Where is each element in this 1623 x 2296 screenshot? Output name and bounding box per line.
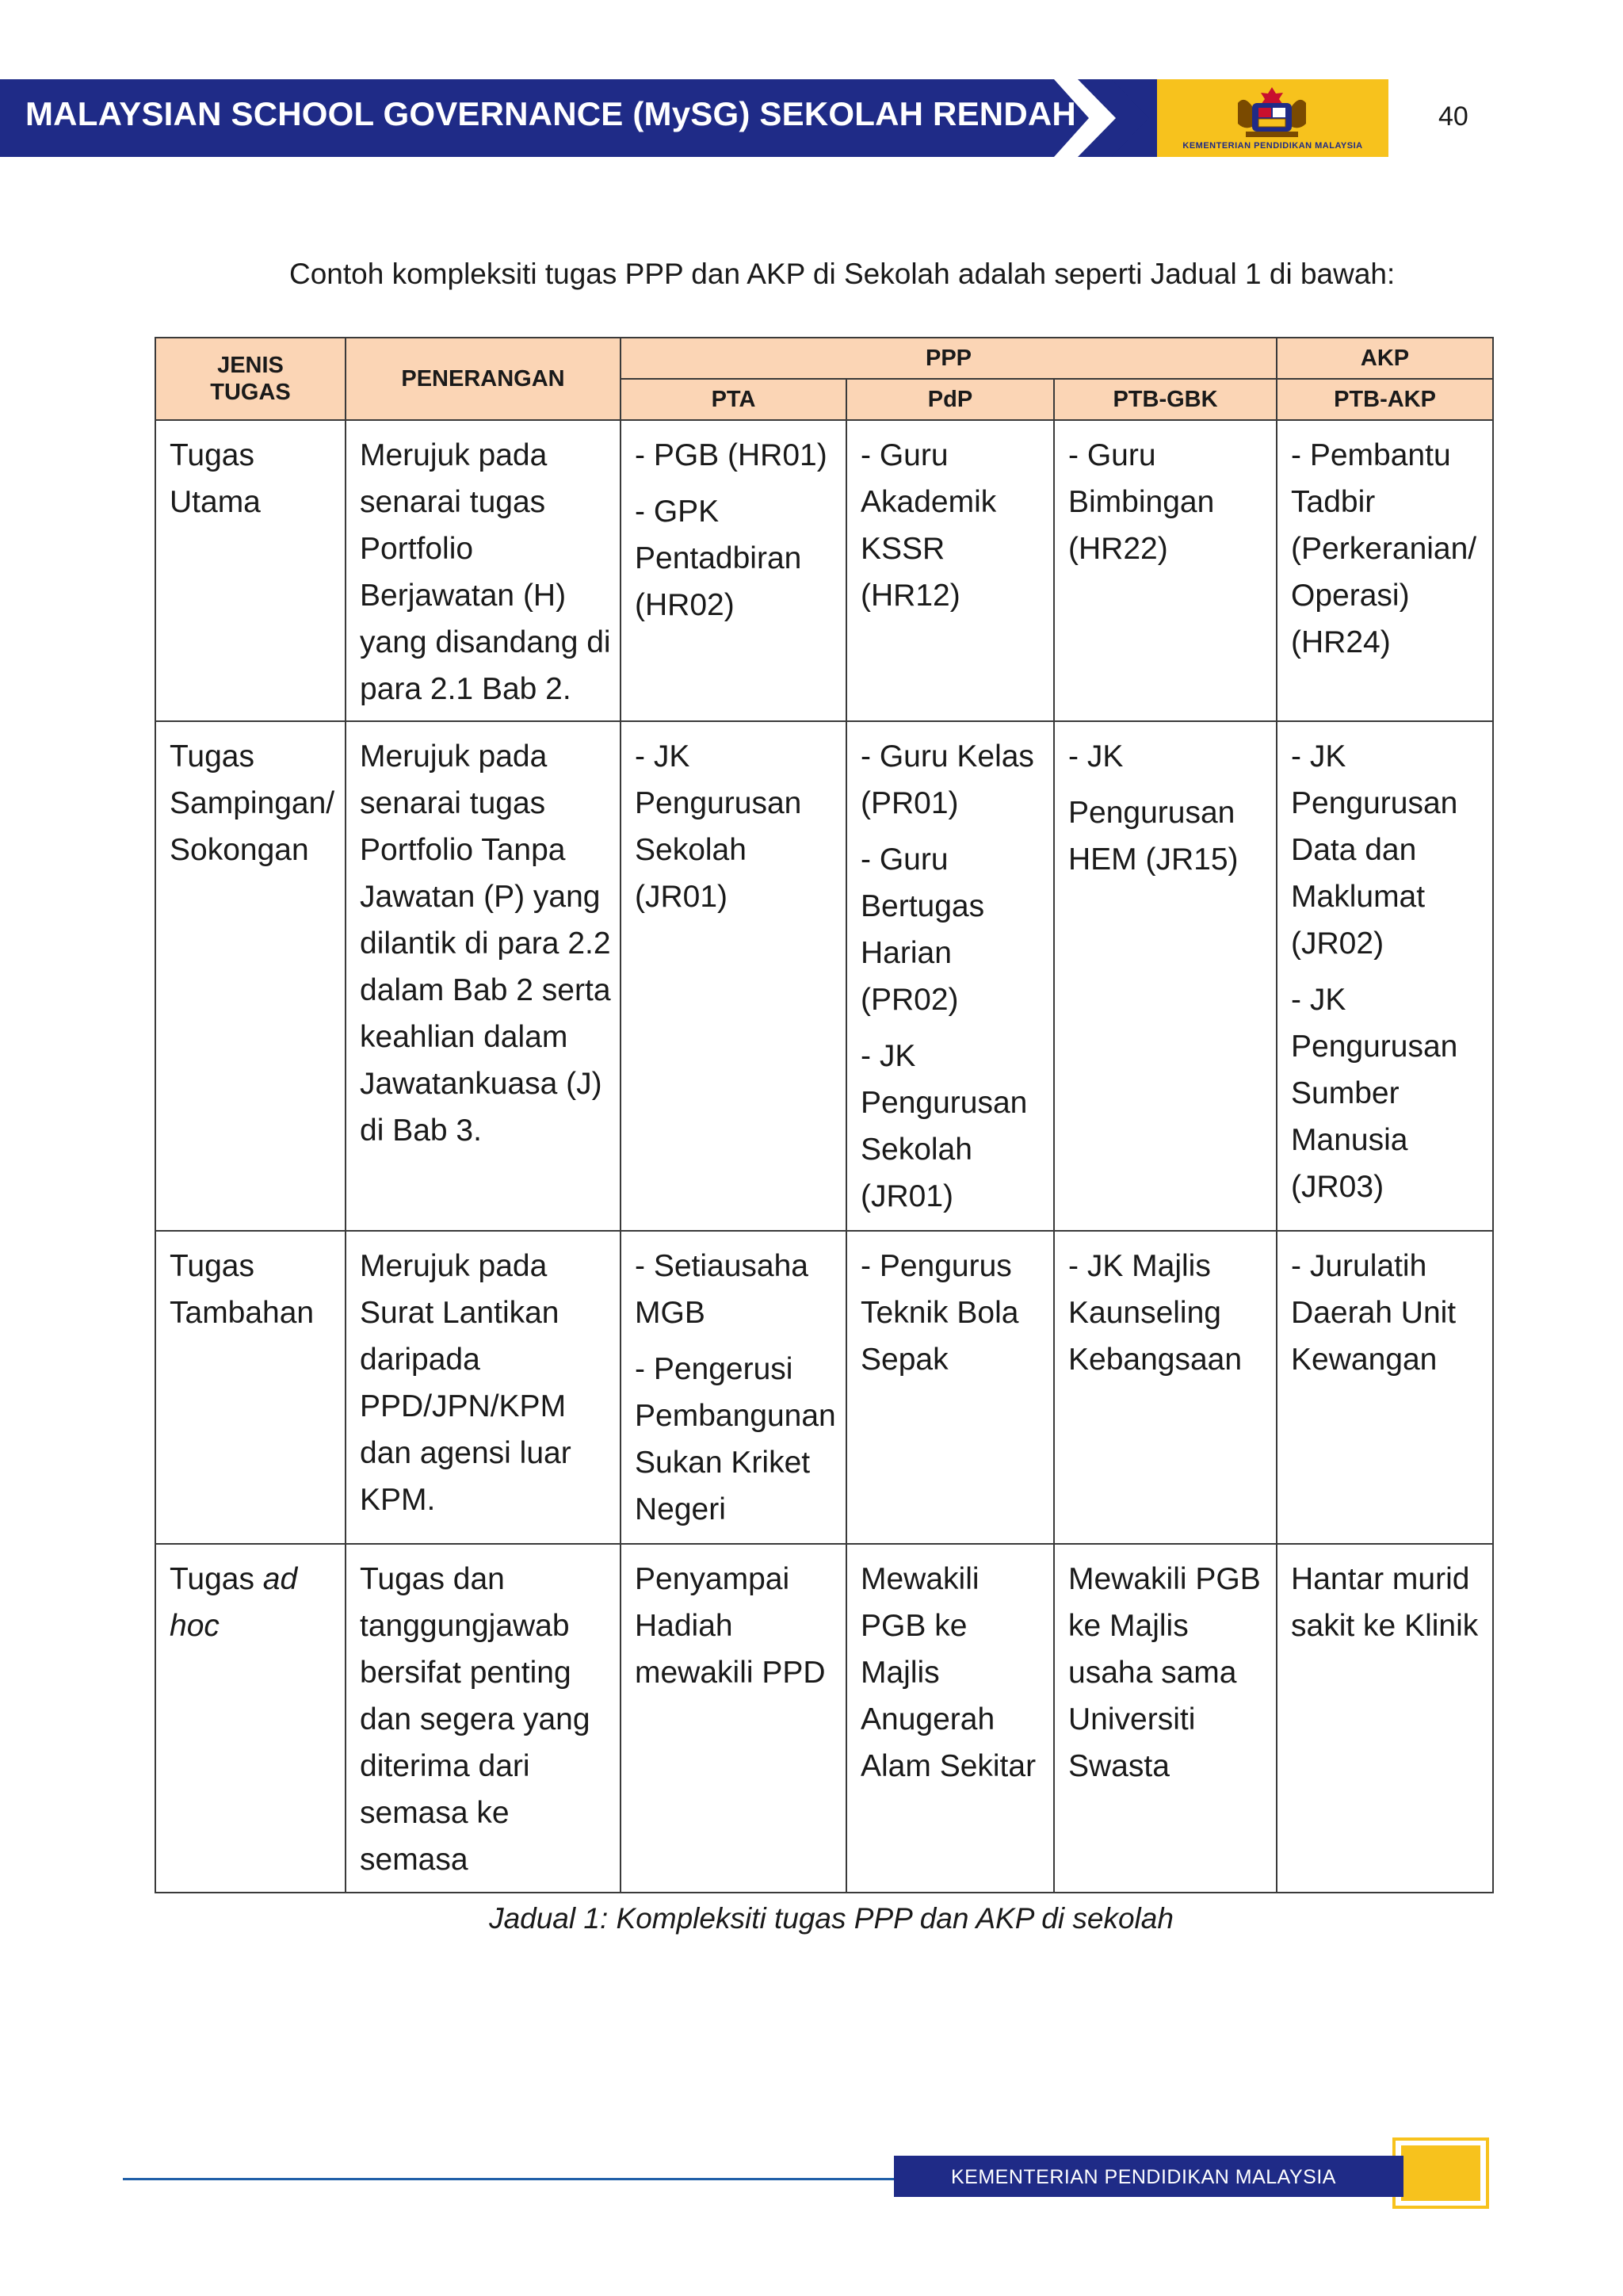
- header-ptb-gbk: PTB-GBK: [1054, 379, 1277, 420]
- cell-item: - Guru Bimbingan (HR22): [1068, 438, 1215, 566]
- cell-item: - JK Pengurusan Sumber Manusia (JR03): [1291, 983, 1458, 1204]
- header-ptb-akp: PTB-AKP: [1277, 379, 1493, 420]
- cell-penerangan: Merujuk pada senarai tugas Portfolio Berjawatan (H) yang disandang di para 2.1 Bab 2.: [346, 420, 621, 721]
- cell-pdp: [846, 1231, 1054, 1544]
- cell-item: - Guru Bertugas Harian (PR02): [861, 842, 985, 1017]
- cell-pta: [621, 420, 846, 721]
- cell-item: Pengurusan HEM (JR15): [1068, 796, 1239, 877]
- cell-item: - Pengurus Teknik Bola Sepak: [861, 1249, 1019, 1377]
- cell-pta: [621, 1544, 846, 1893]
- logo-caption: KEMENTERIAN PENDIDIKAN MALAYSIA: [1182, 141, 1363, 151]
- coat-of-arms-icon: [1228, 82, 1316, 139]
- cell-jenis: Tugas Sampingan/ Sokongan: [155, 721, 346, 1231]
- header-ppp: PPP: [621, 338, 1277, 379]
- cell-pta: [621, 721, 846, 1231]
- cell-item: Hantar murid sakit ke Klinik: [1291, 1562, 1479, 1643]
- complexity-table: [155, 337, 1494, 1893]
- cell-pdp: [846, 1544, 1054, 1893]
- cell-item: - PGB (HR01): [635, 438, 827, 472]
- intro-text: Contoh kompleksiti tugas PPP dan AKP di Sekolah adalah seperti Jadual 1 di bawah:: [289, 258, 1396, 290]
- page-number: 40: [1438, 101, 1468, 132]
- cell-ptb-gbk: [1054, 721, 1277, 1231]
- header-pta: PTA: [621, 379, 846, 420]
- header-akp: AKP: [1277, 338, 1493, 379]
- cell-ptb-gbk: [1054, 1544, 1277, 1893]
- cell-item: Mewakili PGB ke Majlis usaha sama Universiti Swasta: [1068, 1562, 1261, 1783]
- cell-item: - JK Pengurusan Sekolah (JR01): [861, 1039, 1028, 1213]
- cell-item: - Pengerusi Pembangunan Sukan Kriket Negeri: [635, 1352, 836, 1526]
- header-penerangan: PENERANGAN: [346, 338, 621, 420]
- cell-ptb-akp: [1277, 420, 1493, 721]
- header-jenis-tugas: JENIS TUGAS: [155, 338, 346, 420]
- cell-pta: [621, 1231, 846, 1544]
- footer-ministry-text: KEMENTERIAN PENDIDIKAN MALAYSIA: [951, 2166, 1336, 2188]
- cell-penerangan: Merujuk pada Surat Lantikan daripada PPD/JPN/KPM dan agensi luar KPM.: [346, 1231, 621, 1544]
- table-row: [155, 1231, 1493, 1544]
- cell-jenis: [155, 1544, 346, 1893]
- cell-penerangan: Tugas dan tanggungjawab bersifat penting dan segera yang diterima dari semasa ke semasa: [346, 1544, 621, 1893]
- cell-jenis-italic: ad hoc: [170, 1562, 298, 1643]
- document-title: MALAYSIAN SCHOOL GOVERNANCE (MySG) SEKOLAH RENDAH: [25, 95, 1076, 132]
- cell-item: - Guru Kelas (PR01): [861, 739, 1034, 820]
- cell-item: - JK: [1068, 739, 1124, 774]
- table-caption: Jadual 1: Kompleksiti tugas PPP dan AKP di sekolah: [489, 1902, 1174, 1935]
- cell-item: - Setiausaha MGB: [635, 1249, 808, 1330]
- cell-ptb-gbk: [1054, 1231, 1277, 1544]
- table-row: [155, 721, 1493, 1231]
- cell-item: Mewakili PGB ke Majlis Anugerah Alam Sekitar: [861, 1562, 1037, 1783]
- cell-item: - Pembantu Tadbir (Perkeranian/ Operasi) (HR24): [1291, 438, 1477, 659]
- cell-jenis-prefix: Tugas: [170, 1562, 254, 1596]
- cell-ptb-akp: [1277, 721, 1493, 1231]
- cell-item: - Guru Akademik KSSR (HR12): [861, 438, 997, 613]
- cell-pdp: [846, 721, 1054, 1231]
- cell-item: - JK Pengurusan Data dan Maklumat (JR02): [1291, 739, 1458, 961]
- cell-jenis: Tugas Utama: [155, 420, 346, 721]
- cell-item: - JK Pengurusan Sekolah (JR01): [635, 739, 802, 914]
- cell-item: Penyampai Hadiah mewakili PPD: [635, 1562, 826, 1690]
- cell-jenis: Tugas Tambahan: [155, 1231, 346, 1544]
- cell-item: - Jurulatih Daerah Unit Kewangan: [1291, 1249, 1457, 1377]
- header-pdp: PdP: [846, 379, 1054, 420]
- table-row: [155, 1544, 1493, 1893]
- cell-penerangan: Merujuk pada senarai tugas Portfolio Tanpa Jawatan (P) yang dilantik di para 2.2 dalam Bab 2 serta keahlian dalam Jawatankuasa (J) di Bab 3.: [346, 721, 621, 1231]
- cell-pdp: [846, 420, 1054, 721]
- cell-ptb-akp: [1277, 1231, 1493, 1544]
- footer-square-bar: [1392, 2156, 1403, 2197]
- cell-item: - JK Majlis Kaunseling Kebangsaan: [1068, 1249, 1243, 1377]
- cell-ptb-gbk: [1054, 420, 1277, 721]
- cell-item: - GPK Pentadbiran (HR02): [635, 495, 802, 622]
- cell-ptb-akp: [1277, 1544, 1493, 1893]
- table-row: [155, 420, 1493, 721]
- footer-square-fill: [1401, 2145, 1480, 2201]
- footer-line: [123, 2178, 899, 2180]
